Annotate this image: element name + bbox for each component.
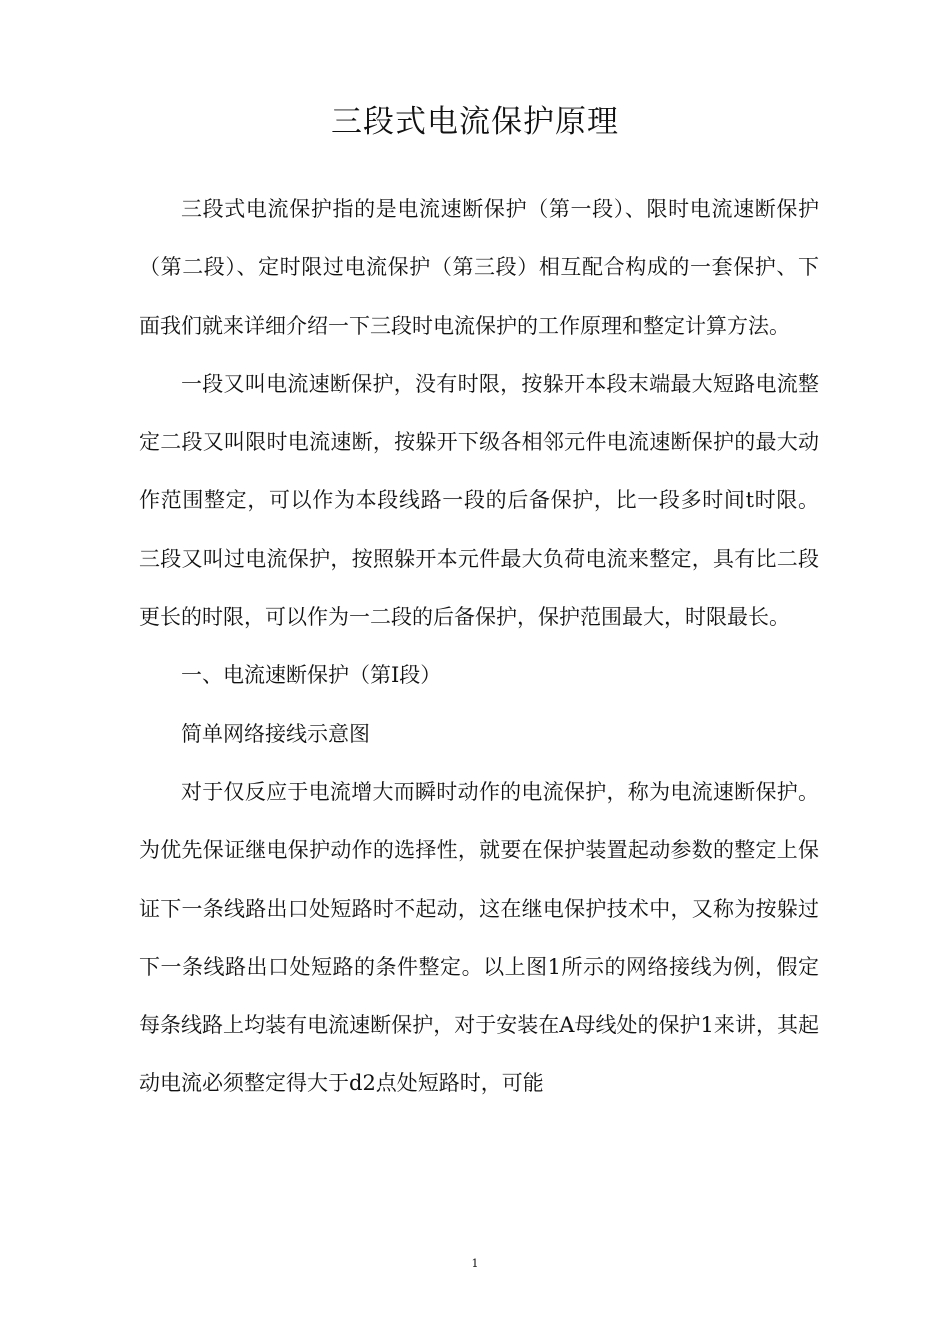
figure-caption-network: 简单网络接线示意图 xyxy=(181,721,370,746)
paragraph-instantaneous-protection: 对于仅反应于电流增大而瞬时动作的电流保护，称为电流速断保护。为优先保证继电保护动作的选择性，就要在保护装置起动参数的整定上保证下一条线路出口处短路时不起动，这在继电保护技术中，又称为按躲过下一条线路出口处短路的条件整定。以上图1所示的网络接线为例，假定每条线路上均装有电流速断保护，对于安装在A母线处的保护1来讲，其起动电流必须整定得大于d2点处短路时，可能 xyxy=(139,779,819,1096)
document-title: 三段式电流保护原理 xyxy=(331,104,619,140)
paragraph-three-stages: 一段又叫电流速断保护，没有时限，按躲开本段末端最大短路电流整定二段又叫限时电流速断，按躲开下级各相邻元件电流速断保护的最大动作范围整定，可以作为本段线路一段的后备保护，比一段多时间t时限。三段又叫过电流保护，按照躲开本元件最大负荷电流来整定，具有比二段更长的时限，可以作为一二段的后备保护，保护范围最大，时限最长。 xyxy=(139,371,819,630)
page-number: 1 xyxy=(471,1257,479,1270)
section-heading-stage-one: 一、电流速断保护（第Ⅰ段） xyxy=(181,663,442,688)
document-body xyxy=(139,180,819,1113)
paragraph-intro: 三段式电流保护指的是电流速断保护（第一段）、限时电流速断保护（第二段）、定时限过电流保护（第三段）相互配合构成的一套保护、下面我们就来详细介绍一下三段时电流保护的工作原理和整定计算方法。 xyxy=(139,197,819,338)
